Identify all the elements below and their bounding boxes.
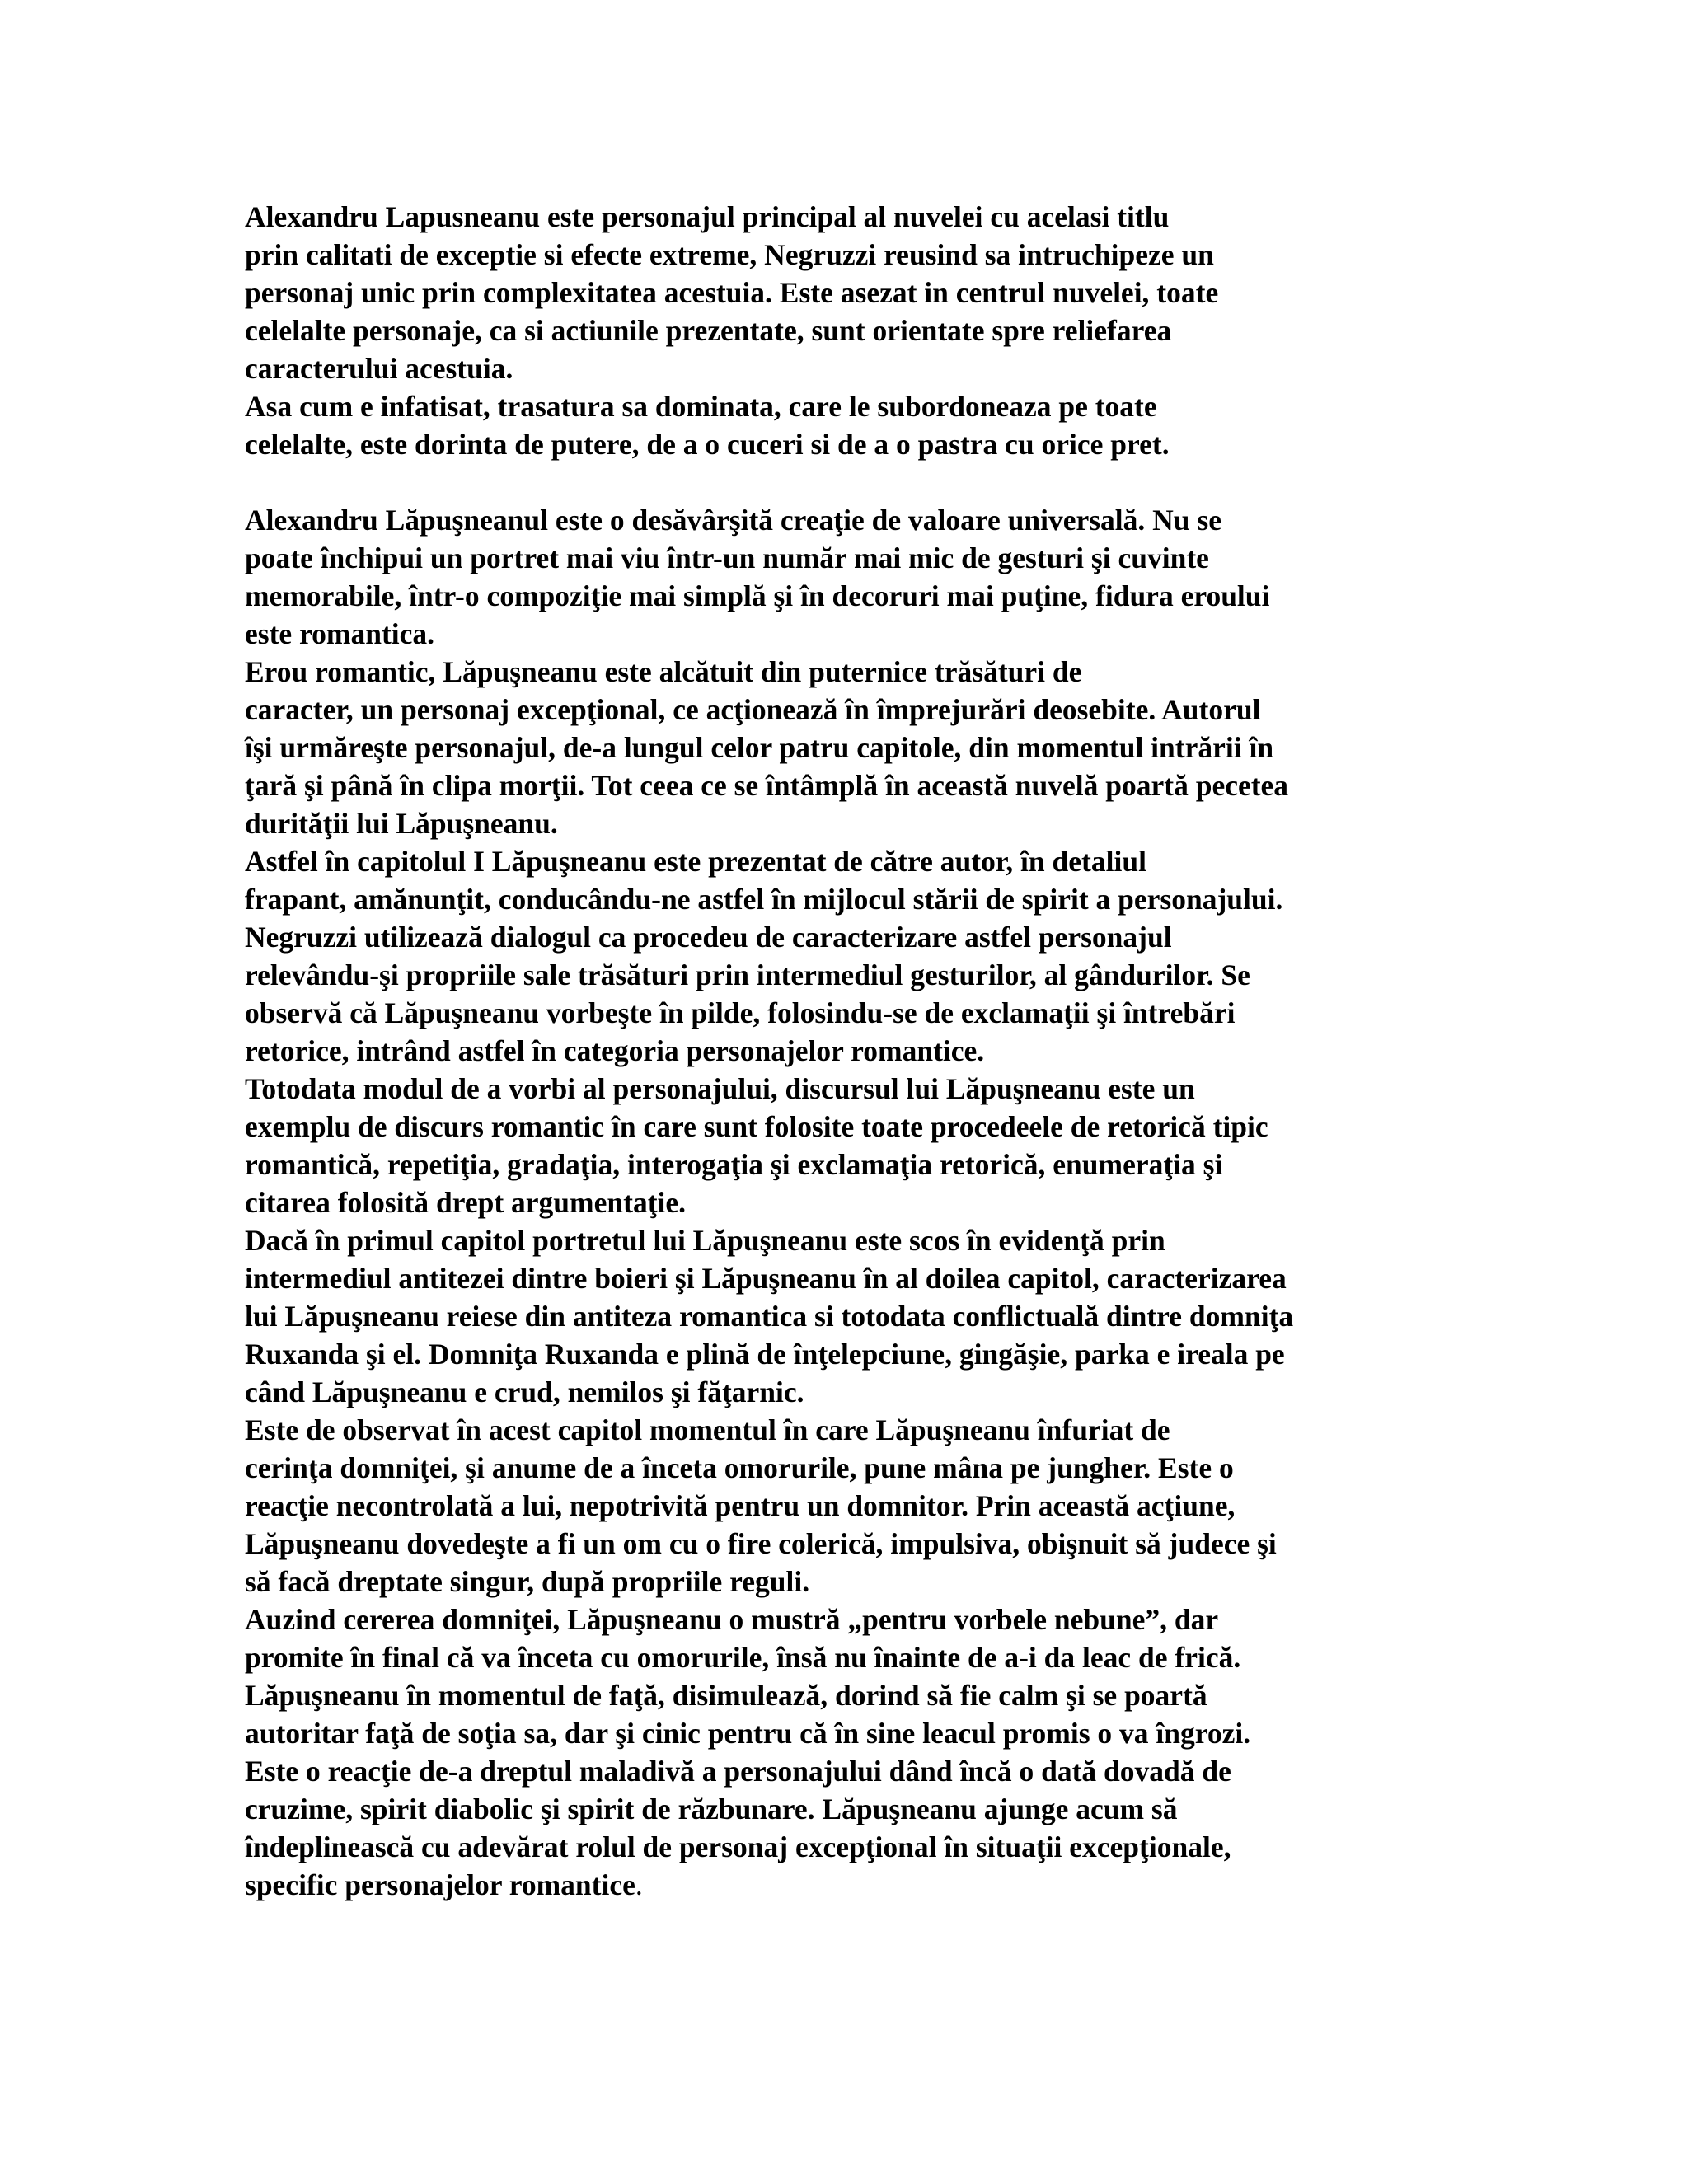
paragraph-final: [245, 1601, 1448, 1904]
paragraph-spacer: [245, 463, 1448, 501]
paragraph-dominant-trait: Asa cum e infatisat, trasatura sa dominata, care le subordoneaza pe toate celelalte, este dorinta de putere, de a o cuceri si de a o pastra cu orice pret.: [245, 390, 1170, 461]
final-period: .: [635, 1868, 643, 1901]
paragraph-intro: Alexandru Lapusneanu este personajul principal al nuvelei cu acelasi titlu prin calitati de exceptie si efecte extreme, Negruzzi reusind sa intruchipeze un personaj unic prin complexitatea acestuia. Este asezat in centrul nuvelei, toate celelalte personaje, ca si actiunile prezentate, sunt orientate spre reliefarea caracterului acestuia.: [245, 200, 1219, 385]
paragraph-discourse: Totodata modul de a vorbi al personajului, discursul lui Lăpuşneanu este un exemplu de discurs romantic în care sunt folosite toate procedeele de retorică tipic romantică, repetiţia, gradaţia, interogaţia şi exclamaţia retorică, enumeraţia şi citarea folosită drept argumentaţie.: [245, 1072, 1268, 1219]
paragraph-universal-creation: Alexandru Lăpuşneanul este o desăvârşită creaţie de valoare universală. Nu se poate închipui un portret mai viu într-un număr mai mic de gesturi şi cuvinte memorabile, într-o compoziţie mai simplă şi în decoruri mai puţine, fidura eroului este romantica.: [245, 504, 1270, 650]
paragraph-final-text: Auzind cererea domniţei, Lăpuşneanu o mustră „pentru vorbele nebune”, dar promite în final că va înceta cu omorurile, însă nu înainte de a-i da leac de frică. Lăpuşneanu în momentul de faţă, disimulează, dorind să fie calm şi se poartă autoritar faţă de soţia sa, dar şi cinic pentru că în sine leacul promis o va îngrozi. Este o reacţie de-a dreptul maladivă a personajului dând încă o dată dovadă de cruzime, spirit diabolic şi spirit de răzbunare. Lăpuşneanu ajunge acum să îndeplinească cu adevărat rolul de personaj excepţional în situaţii excepţionale, specific personajelor romantice: [245, 1603, 1251, 1901]
document-body: [245, 198, 1448, 1904]
paragraph-romantic-hero: Erou romantic, Lăpuşneanu este alcătuit din puternice trăsături de caracter, un personaj excepţional, ce acţionează în împrejurări deosebite. Autorul îşi urmăreşte personajul, de-a lungul celor patru capitole, din momentul intrării în ţară şi până în clipa morţii. Tot ceea ce se întâmplă în această nuvelă poartă pecetea durităţii lui Lăpuşneanu.: [245, 655, 1289, 840]
paragraph-chapter-one: Astfel în capitolul I Lăpuşneanu este prezentat de către autor, în detaliul frapant, amănunţit, conducându-ne astfel în mijlocul stării de spirit a personajului. Negruzzi utilizează dialogul ca procedeu de caracterizare astfel personajul relevându-şi propriile sale trăsături prin intermediul gesturilor, al gândurilor. Se observă că Lăpuşneanu vorbeşte în pilde, folosindu-se de exclamaţii şi întrebări retorice, intrând astfel în categoria personajelor romantice.: [245, 845, 1283, 1067]
paragraph-chapter-two: Dacă în primul capitol portretul lui Lăpuşneanu este scos în evidenţă prin intermediul antitezei dintre boieri şi Lăpuşneanu în al doilea capitol, caracterizarea lui Lăpuşneanu reiese din antiteza romantica si totodata conflictuală dintre domniţa Ruxanda şi el. Domniţa Ruxanda e plină de înţelepciune, gingăşie, parka e ireala pe când Lăpuşneanu e crud, nemilos şi făţarnic.: [245, 1224, 1294, 1408]
paragraph-dagger-moment: Este de observat în acest capitol momentul în care Lăpuşneanu înfuriat de cerinţa domniţei, şi anume de a înceta omorurile, pune mâna pe jungher. Este o reacţie necontrolată a lui, nepotrivită pentru un domnitor. Prin această acţiune, Lăpuşneanu dovedeşte a fi un om cu o fire colerică, impulsiva, obişnuit să judece şi să facă dreptate singur, după propriile reguli.: [245, 1413, 1277, 1598]
